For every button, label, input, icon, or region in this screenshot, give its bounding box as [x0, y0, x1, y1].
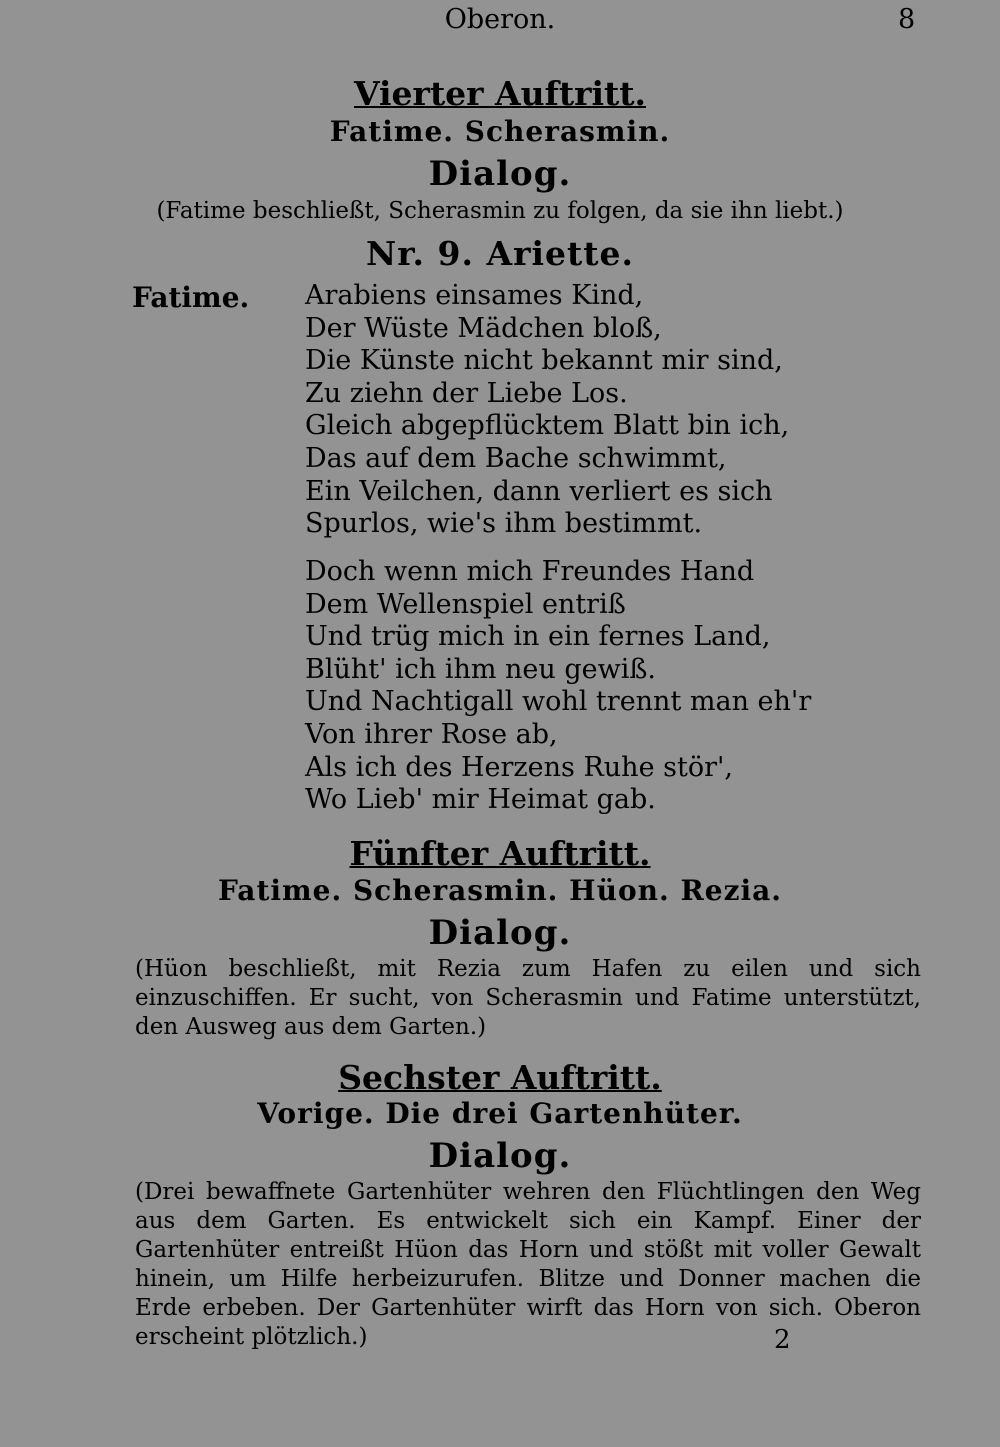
verse-line: Zu ziehn der Liebe Los. — [305, 377, 628, 409]
verse-line: Arabiens einsames Kind, — [305, 280, 644, 311]
scene-4-title: Vierter Auftritt. — [354, 74, 646, 113]
verse-stanza-1 — [305, 280, 789, 541]
number-title: Nr. 9. Ariette. — [366, 234, 634, 273]
verse-line: Wo Lieb' mir Heimat gab. — [305, 784, 656, 816]
verse-line: Spurlos, wie's ihm bestimmt. — [305, 508, 703, 540]
scene-5-dialog-heading: Dialog. — [428, 913, 572, 953]
scene-4-dialog-heading: Dialog. — [428, 154, 572, 194]
verse-line: Gleich abgepflücktem Blatt bin ich, — [305, 410, 790, 442]
verse-line: Blüht' ich ihm neu gewiß. — [305, 653, 657, 685]
verse-line: Das auf dem Bache schwimmt, — [305, 442, 727, 474]
scene-6-dialog-heading: Dialog. — [428, 1136, 572, 1176]
verse-line: Ein Veilchen, dann verliert es sich — [305, 475, 773, 507]
verse-line: Und trüg mich in ein fernes Land, — [305, 621, 771, 653]
speaker-name: Fatime. — [132, 281, 250, 314]
scene-5-title: Fünfter Auftritt. — [349, 834, 651, 873]
verse-line: Als ich des Herzens Ruhe stör', — [305, 751, 734, 783]
signature-mark: 2 — [774, 1325, 791, 1355]
scene-5-stage-direction: (Hüon beschließt, mit Rezia zum Hafen zu eilen und sich einzuschiffen. Er sucht, von Scherasmin und Fatime unterstützt, den Ausweg aus dem Garten.) — [135, 956, 921, 1040]
scene-5-cast: Fatime. Scherasmin. Hüon. Rezia. — [217, 874, 783, 907]
verse-line: Dem Wellenspiel entriß — [305, 588, 626, 620]
verse-line: Und Nachtigall wohl trennt man eh'r — [305, 686, 812, 718]
scene-6-title: Sechster Auftritt. — [338, 1058, 662, 1097]
scene-6-cast: Vorige. Die drei Gartenhüter. — [257, 1097, 743, 1130]
scene-4-cast: Fatime. Scherasmin. — [329, 115, 671, 148]
verse-line: Die Künste nicht bekannt mir sind, — [305, 345, 783, 377]
page-number: 8 — [898, 4, 916, 35]
running-head: Oberon. — [444, 4, 556, 35]
scene-6-stage-direction: (Drei bewaffnete Gartenhüter wehren den Flüchtlingen den Weg aus dem Garten. Es entwickelt sich ein Kampf. Einer der Gartenhüter entreißt Hüon das Horn und stößt mit voller Gewalt hinein, um Hilfe herbeizurufen. Blitze und Donner machen die Erde erbeben. Der Gartenhüter wirft das Horn von sich. Oberon erscheint plötzlich.) — [135, 1179, 921, 1350]
verse-line: Doch wenn mich Freundes Hand — [305, 556, 755, 587]
verse-line: Von ihrer Rose ab, — [305, 718, 558, 750]
verse-line: Der Wüste Mädchen bloß, — [305, 312, 662, 344]
verse-stanza-2 — [305, 556, 811, 817]
scene-4-stage-direction: (Fatime beschließt, Scherasmin zu folgen, da sie ihn liebt.) — [156, 198, 844, 224]
